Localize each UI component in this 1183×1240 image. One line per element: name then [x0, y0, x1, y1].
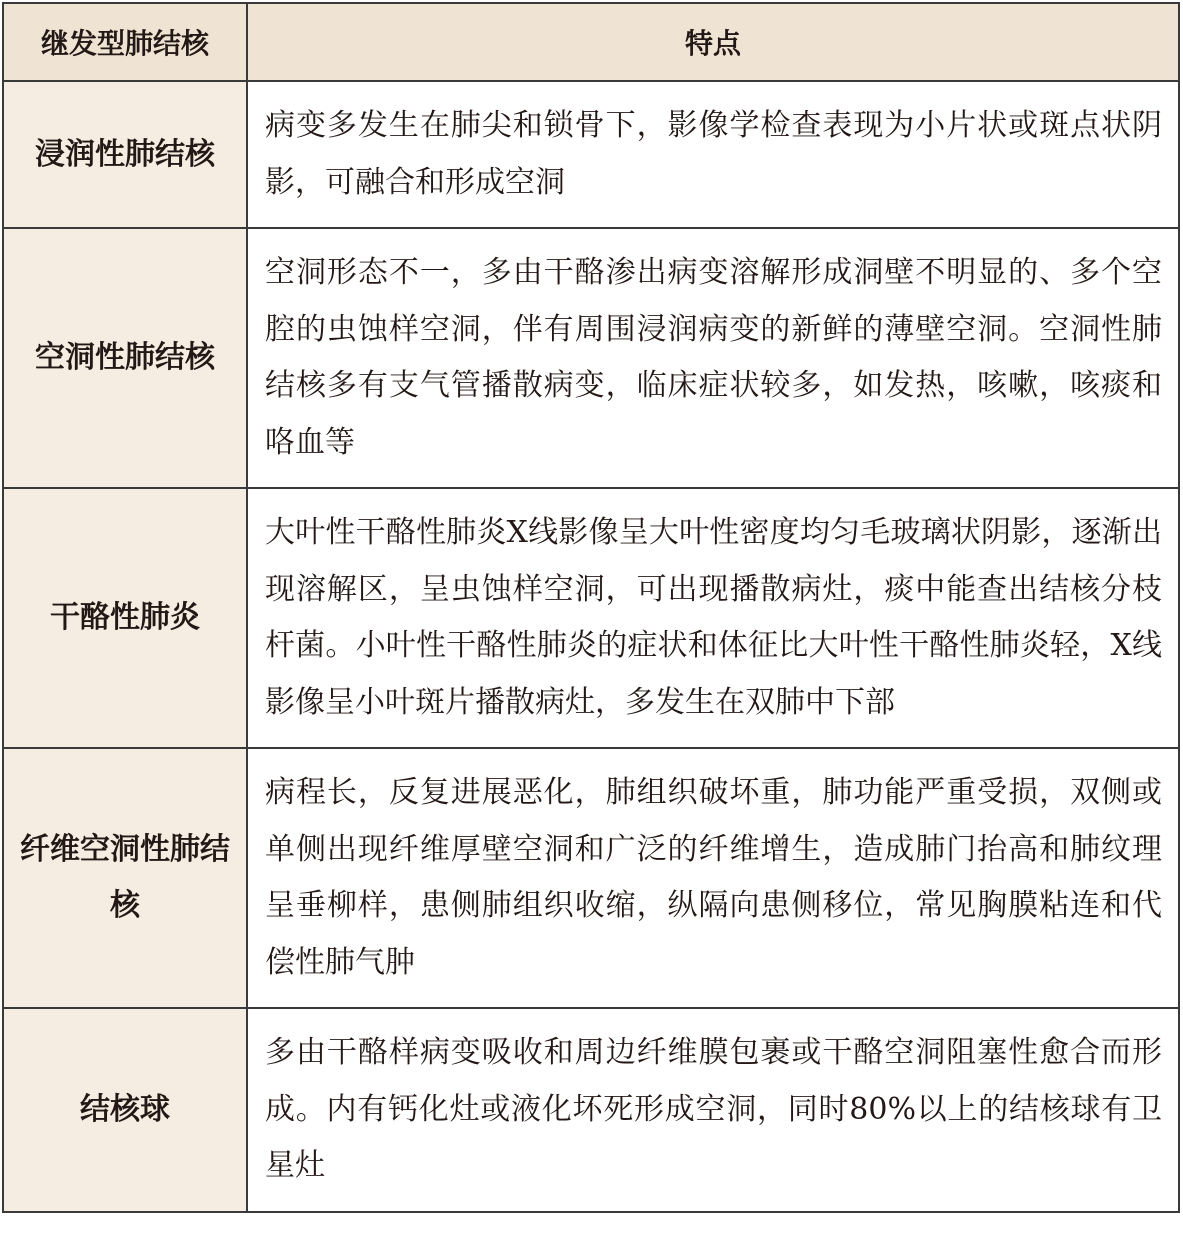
table-row: [3, 488, 1179, 748]
row-feature-cell: 病变多发生在肺尖和锁骨下，影像学检查表现为小片状或斑点状阴影，可融合和形成空洞: [247, 81, 1179, 228]
row-feature-cell: 病程长，反复进展恶化，肺组织破坏重，肺功能严重受损，双侧或单侧出现纤维厚壁空洞和广泛的纤维增生，造成肺门抬高和肺纹理呈垂柳样，患侧肺组织收缩，纵隔向患侧移位，常见胸膜粘连和代偿性肺气肿: [247, 748, 1179, 1008]
header-type: 继发型肺结核: [3, 3, 247, 81]
table-row: [3, 1008, 1179, 1212]
row-type-cell: 结核球: [3, 1008, 247, 1212]
tuberculosis-types-table: [2, 2, 1180, 1213]
table-row: [3, 81, 1179, 228]
table-row: [3, 228, 1179, 488]
row-type-cell: 纤维空洞性肺结核: [3, 748, 247, 1008]
row-type-cell: 干酪性肺炎: [3, 488, 247, 748]
row-type-cell: 空洞性肺结核: [3, 228, 247, 488]
table-row: [3, 748, 1179, 1008]
row-feature-cell: 多由干酪样病变吸收和周边纤维膜包裹或干酪空洞阻塞性愈合而形成。内有钙化灶或液化坏死形成空洞，同时80%以上的结核球有卫星灶: [247, 1008, 1179, 1212]
row-type-cell: 浸润性肺结核: [3, 81, 247, 228]
header-feature: 特点: [247, 3, 1179, 81]
row-feature-cell: 大叶性干酪性肺炎X线影像呈大叶性密度均匀毛玻璃状阴影，逐渐出现溶解区，呈虫蚀样空洞，可出现播散病灶，痰中能查出结核分枝杆菌。小叶性干酪性肺炎的症状和体征比大叶性干酪性肺炎轻，X线影像呈小叶斑片播散病灶，多发生在双肺中下部: [247, 488, 1179, 748]
table-header-row: [3, 3, 1179, 81]
row-feature-cell: 空洞形态不一，多由干酪渗出病变溶解形成洞壁不明显的、多个空腔的虫蚀样空洞，伴有周围浸润病变的新鲜的薄壁空洞。空洞性肺结核多有支气管播散病变，临床症状较多，如发热，咳嗽，咳痰和咯血等: [247, 228, 1179, 488]
